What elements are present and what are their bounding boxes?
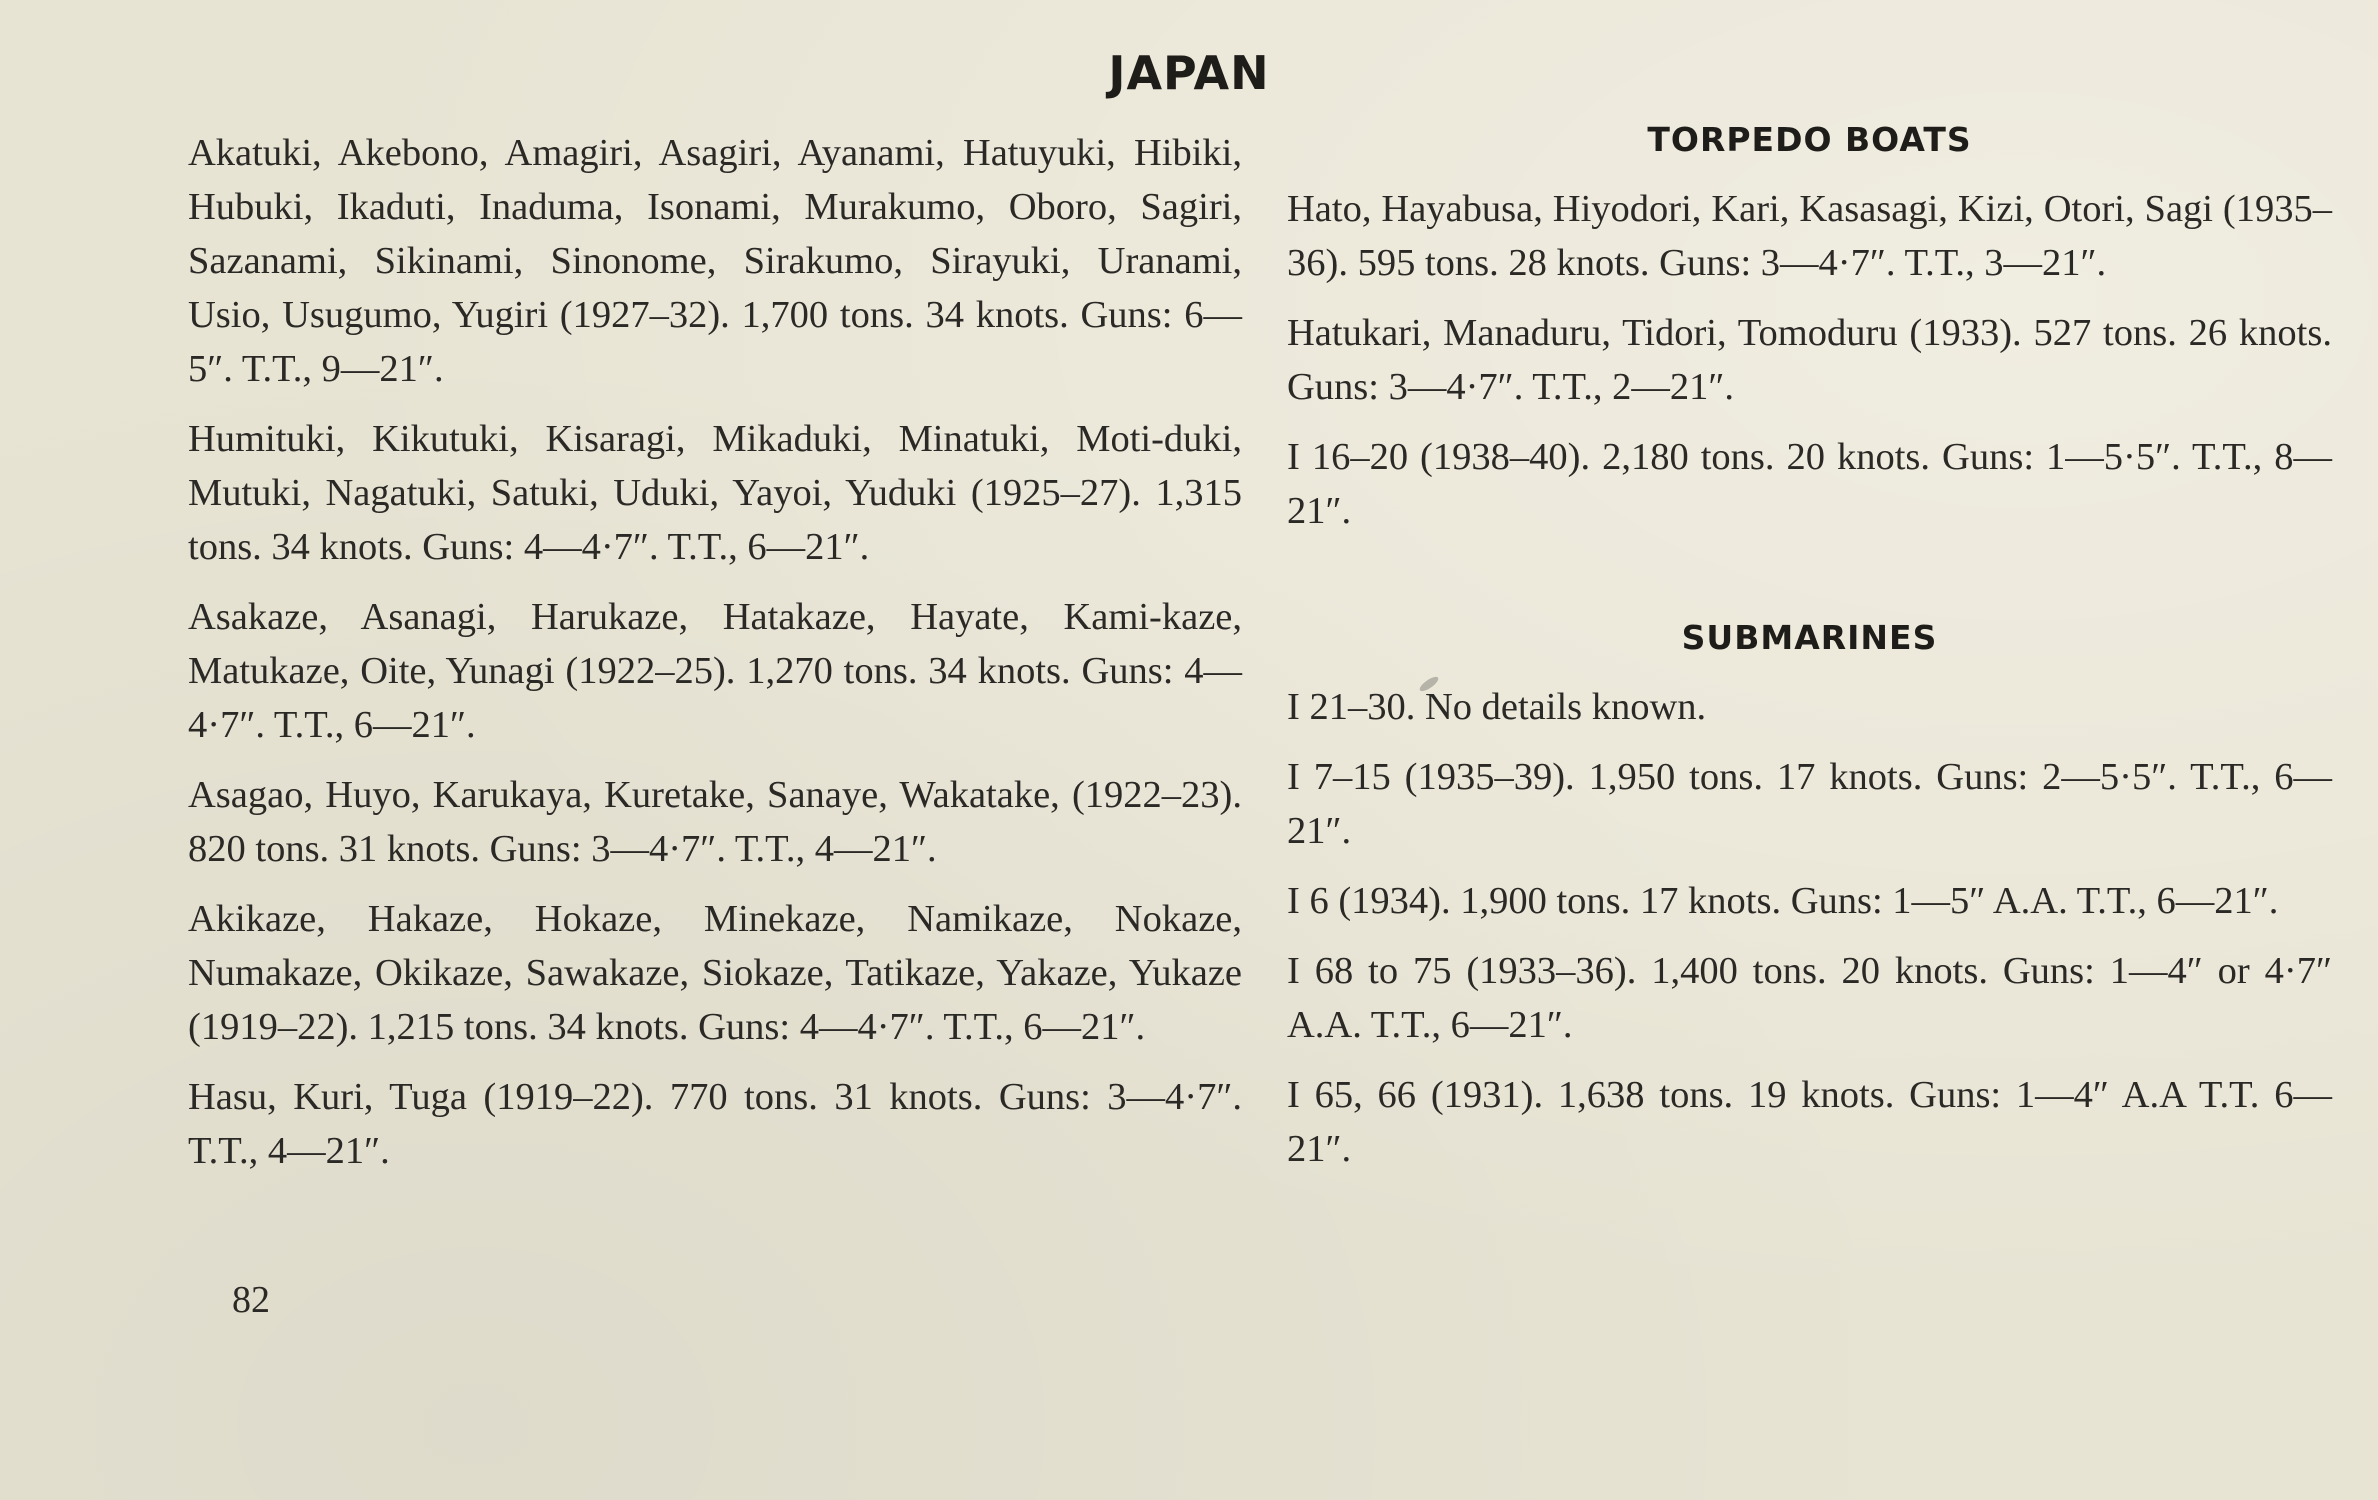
- submarine-entry: I 6 (1934). 1,900 tons. 17 knots. Guns: 1—5″ A.A. T.T., 6—21″.: [1287, 880, 2279, 922]
- submarine-entry: I 21–30. No details known.: [1287, 686, 1707, 728]
- submarine-entry: I 7–15 (1935–39). 1,950 tons. 17 knots. Guns: 2—5·5″. T.T., 6—21″.: [1287, 756, 2332, 852]
- right-column: [1287, 120, 2332, 1192]
- section-spacer: [1287, 554, 2332, 618]
- submarines-heading: SUBMARINES: [1681, 618, 1938, 657]
- torpedo-boat-entry: Hato, Hayabusa, Hiyodori, Kari, Kasasagi, Kizi, Otori, Sagi (1935–36). 595 tons. 28 knots. Guns: 3—4·7″. T.T., 3—21″.: [1287, 188, 2332, 284]
- page-title: JAPAN: [1108, 46, 1270, 100]
- torpedo-boats-heading: TORPEDO BOATS: [1647, 120, 1972, 159]
- ship-entry: Akikaze, Hakaze, Hokaze, Minekaze, Namikaze, Nokaze, Numakaze, Okikaze, Sawakaze, Siokaze, Tatikaze, Yakaze, Yukaze (1919–22). 1,215 tons. 34 knots. Guns: 4—4·7″. T.T., 6—21″.: [188, 898, 1242, 1048]
- page-number: 82: [232, 1279, 270, 1321]
- ship-entry: Hasu, Kuri, Tuga (1919–22). 770 tons. 31 knots. Guns: 3—4·7″. T.T., 4—21″.: [188, 1076, 1242, 1172]
- torpedo-boat-entry: I 16–20 (1938–40). 2,180 tons. 20 knots. Guns: 1—5·5″. T.T., 8—21″.: [1287, 436, 2332, 532]
- ship-entry: Humituki, Kikutuki, Kisaragi, Mikaduki, Minatuki, Moti-duki, Mutuki, Nagatuki, Satuki, Uduki, Yayoi, Yuduki (1925–27). 1,315 tons. 34 knots. Guns: 4—4·7″. T.T., 6—21″.: [188, 418, 1242, 568]
- ship-entry: Akatuki, Akebono, Amagiri, Asagiri, Ayanami, Hatuyuki, Hibiki, Hubuki, Ikaduti, Inaduma, Isonami, Murakumo, Oboro, Sagiri, Sazanami, Sikinami, Sinonome, Sirakumo, Sirayuki, Uranami, Usio, Usugumo, Yugiri (1927–32). 1,700 tons. 34 knots. Guns: 6—5″. T.T., 9—21″.: [188, 132, 1242, 390]
- left-column: [188, 126, 1242, 1194]
- submarine-entry: I 65, 66 (1931). 1,638 tons. 19 knots. Guns: 1—4″ A.A T.T. 6—21″.: [1287, 1074, 2332, 1170]
- ship-entry: Asakaze, Asanagi, Harukaze, Hatakaze, Hayate, Kami-kaze, Matukaze, Oite, Yunagi (1922–25). 1,270 tons. 34 knots. Guns: 4—4·7″. T.T., 6—21″.: [188, 596, 1242, 746]
- torpedo-boat-entry: Hatukari, Manaduru, Tidori, Tomoduru (1933). 527 tons. 26 knots. Guns: 3—4·7″. T.T., 2—21″.: [1287, 312, 2332, 408]
- submarine-entry: I 68 to 75 (1933–36). 1,400 tons. 20 knots. Guns: 1—4″ or 4·7″ A.A. T.T., 6—21″.: [1287, 950, 2332, 1046]
- ship-entry: Asagao, Huyo, Karukaya, Kuretake, Sanaye, Wakatake, (1922–23). 820 tons. 31 knots. Guns: 3—4·7″. T.T., 4—21″.: [188, 774, 1242, 870]
